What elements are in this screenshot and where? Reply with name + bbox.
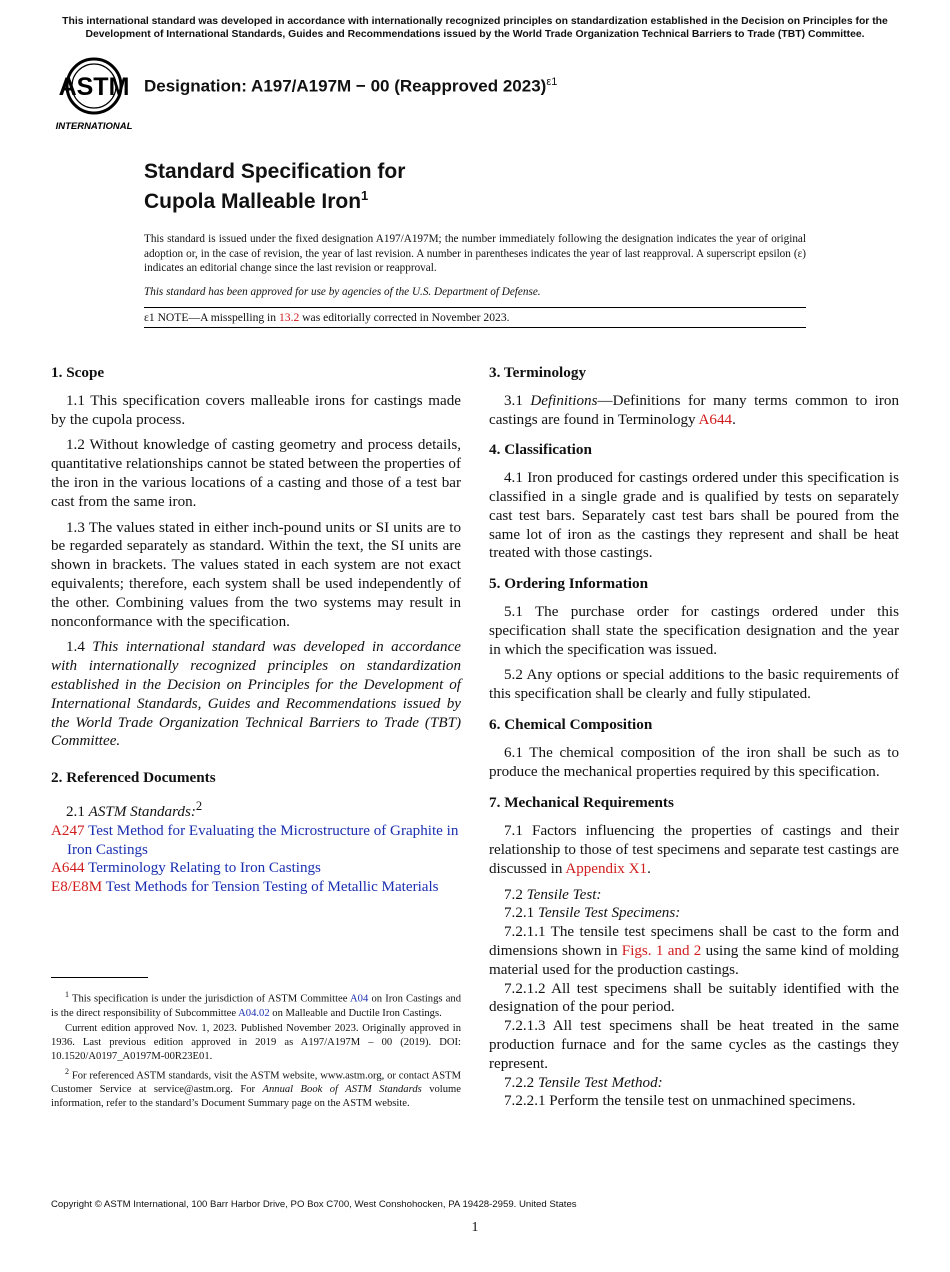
ref-title[interactable]: Test Method for Evaluating the Microstructure of Graphite in Iron Castings	[67, 822, 459, 858]
classification-4-1: 4.1 Iron produced for castings ordered under this specification is classified in a single grade and is qualified by tests on separately cast test bars. Separately cast test bars shall be poured from the same lot of iron as the castings they represent and shall be heat treated with those castings.	[489, 470, 899, 562]
scope-1-2: 1.2 Without knowledge of casting geometry and process details, quantitative relationships cannot be stated between the properties of the iron in the various locations of a casting and those of a test bar cast from the same iron.	[51, 437, 461, 510]
document-title	[144, 160, 405, 214]
ref-code[interactable]: A644	[51, 860, 85, 877]
mechanical-7-2-1	[489, 904, 899, 923]
ordering-5-2: 5.2 Any options or special additions to the basic requirements of this specification shall be clearly and fully stipulated.	[489, 667, 899, 703]
footnote-1-edition: Current edition approved Nov. 1, 2023. Published November 2023. Originally approved in 1936. Last previous edition approved in 2019 as A197/A197M – 00 (2019). DOI: 10.1520/A0197_A0197M-00R23E01.	[51, 1022, 461, 1062]
mechanical-7-2-1-2: 7.2.1.2 All test specimens shall be suitably identified with the designation of the pour period.	[489, 980, 899, 1016]
chemical-6-1: 6.1 The chemical composition of the iron shall be such as to produce the mechanical properties required by this specification.	[489, 744, 899, 780]
fn1-b: on Iron Castings and is the direct responsibility of Subcommittee	[51, 993, 461, 1019]
scope-1-4-num: 1.4	[66, 639, 85, 656]
mech-7-2-1-1-end: using the same kind of molding material used for the production castings.	[489, 942, 899, 978]
mech-7-1-end: .	[647, 860, 651, 877]
editorial-note	[144, 307, 806, 328]
term-text: —Definitions for many terms common to iron castings are found in Terminology	[489, 392, 899, 428]
committee-a04-link[interactable]: A04	[350, 993, 369, 1005]
mechanical-7-2-1-3: 7.2.1.3 All test specimens shall be heat treated in the same production furnace and for the same cycles as the castings they represent.	[489, 1018, 899, 1072]
terminology-heading: 3. Terminology	[489, 364, 587, 381]
footnote-2	[51, 1065, 461, 1112]
mech-7-2-num: 7.2	[504, 886, 523, 903]
figs-link[interactable]: Figs. 1 and 2	[621, 942, 702, 959]
ref-sub-num: 2.1	[66, 803, 85, 820]
note-link-13-2[interactable]: 13.2	[278, 311, 300, 324]
ref-title[interactable]: Terminology Relating to Iron Castings	[88, 860, 321, 877]
ref-code[interactable]: A247	[51, 822, 85, 839]
scope-heading: 1. Scope	[51, 364, 105, 381]
designation-label: Designation: A197/A197M − 00 (Reapproved 2023)	[144, 76, 547, 96]
ref-a644[interactable]	[51, 859, 461, 878]
copyright: Copyright © ASTM International, 100 Barr Harbor Drive, PO Box C700, West Conshohocken, PA 19428-2959. United States	[51, 1199, 577, 1210]
ordering-heading: 5. Ordering Information	[489, 575, 649, 593]
left-column	[51, 364, 461, 897]
fn1-c: on Malleable and Ductile Iron Castings.	[269, 1007, 442, 1019]
chemical-heading: 6. Chemical Composition	[489, 715, 653, 733]
issuance-statement: This standard is issued under the fixed designation A197/A197M; the number immediately following the designation indicates the year of original adoption or, in the case of revision, the year of last revision. A number in parentheses indicates the year of last reapproval. A superscript epsilon (ε) indicates an editorial change since the last revision or reapproval.	[144, 233, 806, 274]
mech-7-2-1-label: Tensile Test Specimens:	[537, 905, 681, 922]
scope-1-3: 1.3 The values stated in either inch-pound units or SI units are to be regarded separately as standard. Within the text, the SI units are shown in brackets. The values stated in each system are not exact equivalents; therefore, each system shall be used independently of the other. Combining values from the two systems may result in nonconformance with the specification.	[51, 519, 461, 630]
designation-sup: ε1	[546, 76, 558, 88]
title-footnote-mark: 1	[361, 188, 369, 203]
term-end: .	[732, 411, 736, 428]
footnote-1-mark: 1	[65, 990, 69, 999]
terminology-3-1	[489, 392, 899, 430]
ref-code[interactable]: E8/E8M	[51, 879, 103, 896]
fn2-a: For referenced ASTM standards, visit the ASTM website, www.astm.org, or contact ASTM Customer Service at service@astm.org. For	[51, 1070, 462, 1096]
mech-7-2-1-num: 7.2.1	[504, 905, 535, 922]
referenced-heading: 2. Referenced Documents	[51, 769, 216, 787]
mechanical-7-2-2	[489, 1074, 899, 1093]
page-number: 1	[471, 1220, 479, 1235]
ref-e8[interactable]	[51, 878, 461, 897]
fn2-b: volume information, refer to the standard’s Document Summary page on the ASTM website.	[51, 1084, 461, 1110]
scope-1-4-text: This international standard was developed in accordance with internationally recognized principles on standardization established in the Decision on Principles for the Development of International Standards, Guides and Recommendations issued by the World Trade Organization Technical Barriers to Trade (TBT) Committee.	[51, 639, 461, 750]
term-label: Definitions	[530, 392, 598, 409]
footnote-divider	[51, 977, 148, 978]
ordering-5-1: 5.1 The purchase order for castings ordered under this specification shall state the specification designation and the year in which the specification was issued.	[489, 603, 899, 658]
term-num: 3.1	[504, 392, 523, 409]
footnote-1	[51, 988, 461, 1021]
mech-7-2-2-label: Tensile Test Method:	[537, 1074, 663, 1091]
note-suffix: was editorially corrected in November 2023.	[299, 311, 510, 324]
mechanical-7-2-1-1	[489, 923, 899, 979]
mech-7-2-label: Tensile Test:	[526, 886, 602, 903]
mechanical-7-2-2-1: 7.2.2.1 Perform the tensile test on unmachined specimens.	[504, 1093, 856, 1110]
fn1-a: This specification is under the jurisdiction of ASTM Committee	[71, 993, 351, 1005]
title-line-2: Cupola Malleable Iron	[144, 190, 362, 213]
right-column	[489, 364, 899, 1111]
classification-heading: 4. Classification	[489, 441, 592, 459]
astm-standards-label	[51, 797, 461, 822]
scope-1-1: 1.1 This specification covers malleable irons for castings made by the cupola process.	[51, 392, 461, 428]
term-link-a644[interactable]: A644	[698, 411, 733, 428]
ref-sub-sup: 2	[195, 798, 203, 813]
mech-7-2-1-1-text: 7.2.1.1 The tensile test specimens shall be cast to the form and dimensions shown in	[489, 924, 899, 959]
mechanical-7-2	[489, 886, 899, 905]
astm-logo	[52, 54, 136, 132]
logo-text: ASTM	[58, 73, 130, 101]
footnote-2-mark: 2	[65, 1066, 69, 1076]
ref-title[interactable]: Test Methods for Tension Testing of Metallic Materials	[105, 879, 439, 896]
scope-1-4	[51, 638, 461, 751]
ref-a247[interactable]	[51, 822, 461, 860]
mech-7-1-text: 7.1 Factors influencing the properties of castings and their relationship to those of test specimens and separate test castings are discussed in	[489, 823, 899, 877]
title-line-1: Standard Specification for	[144, 160, 406, 183]
mechanical-heading: 7. Mechanical Requirements	[489, 794, 674, 812]
appendix-x1-link[interactable]: Appendix X1	[565, 860, 648, 877]
note-prefix: ε1 NOTE—A misspelling in	[144, 311, 279, 324]
mechanical-7-1	[489, 822, 899, 878]
mech-7-2-2-num: 7.2.2	[504, 1074, 535, 1091]
footnotes	[51, 988, 461, 1112]
ref-sub-label: ASTM Standards:	[88, 803, 196, 820]
logo-subtext: INTERNATIONAL	[55, 121, 133, 132]
subcommittee-a04-02-link[interactable]: A04.02	[238, 1007, 270, 1019]
designation	[144, 76, 557, 97]
top-notice: This international standard was developed in accordance with internationally recognized principles on standardization established in the Decision on Principles for the Development of International Standards, Guides and Recommendations issued by the World Trade Organization Technical Barriers to Trade (TBT) Committee.	[62, 16, 888, 40]
fn2-italic: Annual Book of ASTM Standards	[262, 1084, 422, 1096]
dod-notice: This standard has been approved for use by agencies of the U.S. Department of Defense.	[144, 286, 541, 298]
